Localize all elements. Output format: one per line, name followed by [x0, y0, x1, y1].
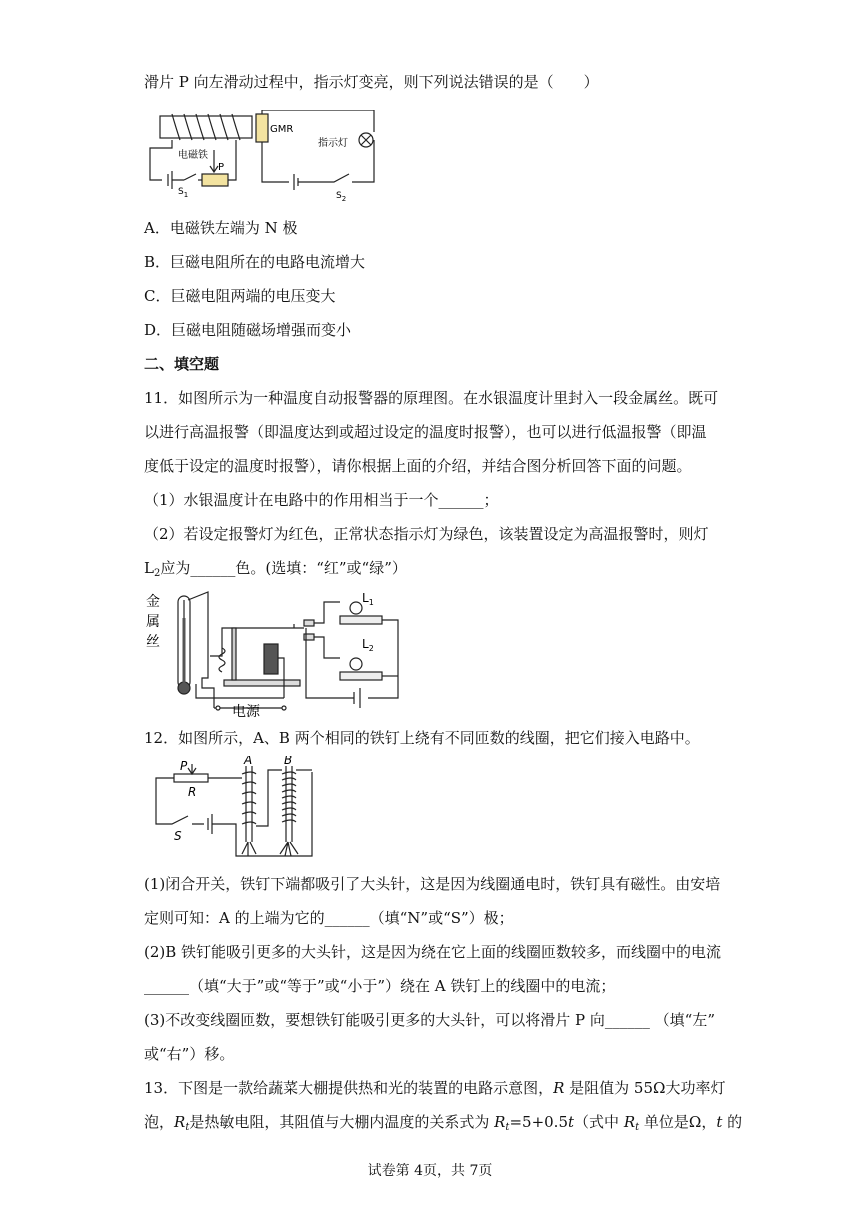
q11-line-3: 度低于设定的温度时报警），请你根据上面的介绍，并结合图分析回答下面的问题。 [144, 457, 692, 475]
b-label: B [284, 756, 293, 767]
q10-option-b: B．巨磁电阻所在的电路电流增大 [144, 253, 366, 271]
power-label: 电源 [232, 704, 260, 720]
q10-option-c: C．巨磁电阻两端的电压变大 [144, 287, 336, 305]
l1-label: $L_1$ [362, 591, 374, 607]
q12-nails-figure [144, 756, 344, 860]
q10-option-a: A．电磁铁左端为 N 极 [144, 219, 298, 237]
s-label: S [174, 829, 182, 843]
q12-intro: 12．如图所示，A、B 两个相同的铁钉上绕有不同匝数的线圈，把它们接入电路中。 [144, 729, 700, 747]
q13-line-1: 13．下图是一款给蔬菜大棚提供热和光的装置的电路示意图，R 是阻值为 55Ω大功率灯 [144, 1079, 726, 1097]
q10-stem: 滑片 P 向左滑动过程中，指示灯变亮，则下列说法错误的是（ ） [144, 73, 599, 91]
page-footer: 试卷第 4页，共 7页 [367, 1163, 493, 1179]
q12-line-3: (2)B 铁钉能吸引更多的大头针，这是因为绕在它上面的线圈匝数较多，而线圈中的电流 [144, 943, 722, 961]
p-label: P [180, 759, 188, 773]
q11-alarm-figure [144, 588, 414, 720]
q11-line-1: 11．如图所示为一种温度自动报警器的原理图。在水银温度计里封入一段金属丝。既可 [144, 389, 719, 407]
electromagnet-label: 电磁铁 [178, 150, 208, 161]
s1-label: $S_1$ [178, 187, 189, 199]
q10-option-d: D．巨磁电阻随磁场增强而变小 [144, 321, 352, 339]
q12-line-5: (3)不改变线圈匝数，要想铁钉能吸引更多的大头针，可以将滑片 P 向______ （填“左” [144, 1011, 715, 1029]
wire-label-2: 属 [146, 614, 160, 630]
q12-line-4: ______（填“大于”或“等于”或“小于”）绕在 A 铁钉上的线圈中的电流； [144, 977, 616, 995]
q11-line-6: $L_2$应为______色。(选填：“红”或“绿”） [144, 559, 407, 579]
q12-line-1: (1)闭合开关，铁钉下端都吸引了大头针，这是因为线圈通电时，铁钉具有磁性。由安培 [144, 875, 721, 893]
q11-line-2: 以进行高温报警（即温度达到或超过设定的温度时报警），也可以进行低温报警（即温 [144, 423, 707, 441]
section-title: 二、填空题 [144, 355, 220, 373]
r-label: R [188, 785, 197, 799]
s2-label: $S_2$ [336, 191, 347, 202]
l2-label: $L_2$ [362, 637, 374, 653]
wire-label-1: 金 [146, 594, 160, 610]
wire-label-3: 丝 [146, 634, 160, 650]
gmr-label: GMR [270, 124, 294, 135]
slider-p-label: P [218, 162, 225, 173]
q12-line-6: 或“右”）移。 [144, 1045, 235, 1063]
q12-line-2: 定则可知：A 的上端为它的______（填“N”或“S”）极； [144, 909, 514, 927]
q13-line-2: 泡，$R_t$是热敏电阻，其阻值与大棚内温度的关系式为 $R_t=5+0.5t$（式中 $R_t$ 单位是Ω，t 的 [144, 1113, 743, 1133]
indicator-label: 指示灯 [318, 138, 348, 149]
q11-line-4: （1）水银温度计在电路中的作用相当于一个______； [144, 491, 499, 509]
a-label: A [244, 756, 253, 767]
q11-line-5: （2）若设定报警灯为红色，正常状态指示灯为绿色，该装置设定为高温报警时，则灯 [144, 525, 709, 543]
q10-circuit-figure [144, 110, 384, 202]
